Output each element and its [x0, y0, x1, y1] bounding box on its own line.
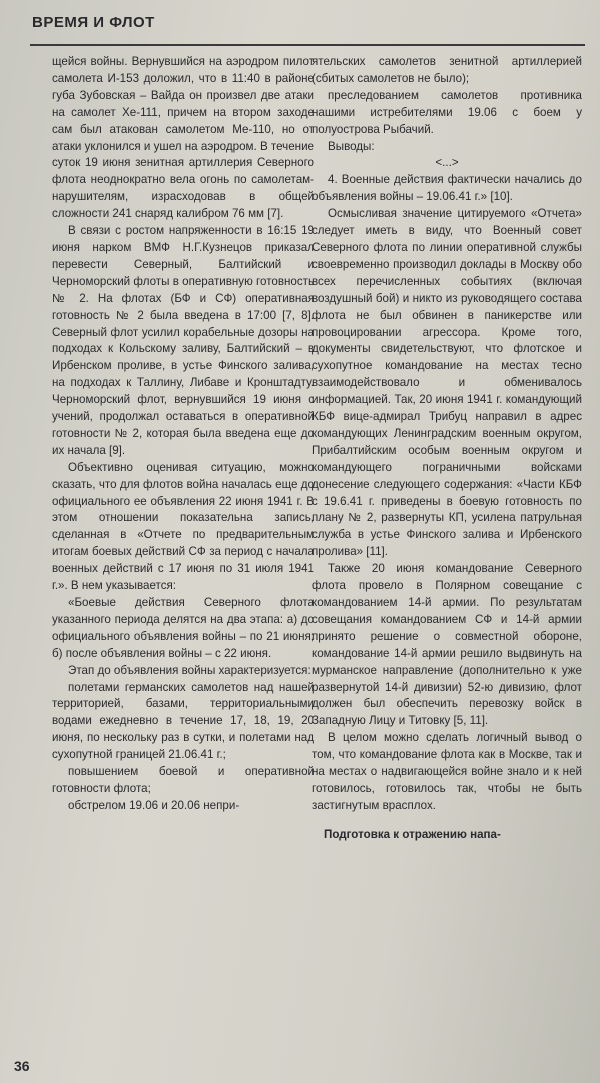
quote-paragraph: «Боевые действия Северного флота указанного периода делятся на два этапа: а) до официального объявления войны – по 21 июня; б) после объявления войны – с 22 июня.: [52, 596, 314, 660]
list-item: преследованием самолетов противника нашими истребителями 19.06 с боем у полуострова Рыбачий.: [312, 88, 582, 136]
page-number: 36: [14, 1058, 30, 1074]
paragraph: 4. Военные действия фактически начались до объявления войны – 19.06.41 г.» [10].: [312, 173, 582, 204]
right-column: [312, 54, 582, 844]
paragraph: В связи с ростом напряженности в 16:15 19 июня нарком ВМФ Н.Г.Кузнецов приказал перевести Северный, Балтийский и Черноморский флоты в оперативную готовность № 2. На флотах (БФ и СФ) оперативная готовность № 2 была введена в 17:00 [7, 8]. Северный флот усилил корабельные дозоры на подходах к Кольскому заливу, Балтийский – в Ирбенском проливе, в устье Финского залива, на подходах к Таллину, Либаве и Кронштадту. Черноморский флот, вернувшийся 19 июня с учений, продолжал оставаться в оперативной готовности № 2, которая была введена еще до их начала [9].: [52, 224, 314, 457]
left-column: [52, 54, 314, 815]
paragraph: Этап до объявления войны характеризуется:: [68, 663, 311, 677]
paragraph: Осмысливая значение цитируемого «Отчета» следует иметь в виду, что Военный совет Северного флота по линии оперативной службы своевременно производил доклады в Москву обо всех перечисленных событиях (включая воздушный бой) и никто из руководящего состава флота не был обвинен в паникерстве или провоцировании агрессора. Кроме того, документы свидетельствуют, что флотское и сухопутное командование на местах тесно взаимодействовало и обменивалось информацией. Так, 20 июня 1941 г. командующий КБФ вице-адмирал Трибуц направил в адрес командующих Ленинградским военным округом, Прибалтийским особым военным округом и командующего пограничными войсками донесение следующего содержания: «Части КБФ с 19.6.41 г. приведены в боевую готовность по плану № 2, развернуты КП, усилена патрульная служба в устье Финского залива и Ирбенского пролива» [11].: [312, 207, 582, 559]
list-item: обстрелом 19.06 и 20.06 непри-: [68, 798, 240, 812]
paragraph: щейся войны. Вернувшийся на аэродром пилот самолета И-153 доложил, что в 11:40 в районе губа Зубовская – Вайда он произвел две атаки на самолет Хе-111, причем на втором заходе сам был атакован самолетом Ме-110, но от атаки уклонился и ушел на аэродром. В течение суток 19 июня зенитная артиллерия Северного флота неоднократно вела огонь по самолетам-нарушителям, израсходовав в общей сложности 241 снаряд калибром 76 мм [7].: [52, 55, 314, 221]
paragraph: Также 20 июня командование Северного флота провело в Полярном совещание с командованием 14-й армии. По результатам совещания командованием СФ и 14-й армии принято решение о совместной обороне, командование 14-й армии решило выдвинуть на мурманское направление (дополнительно к уже развернутой 14-й дивизии) 52-ю дивизию, флот должен был обеспечить перевозку войск в Западную Лицу и Титовку [5, 11].: [312, 562, 582, 728]
paragraph: ятельских самолетов зенитной артиллерией (сбитых самолетов не было);: [312, 55, 582, 85]
paragraph: Объективно оценивая ситуацию, можно сказать, что для флотов война началась еще до официального ее объявления 22 июня 1941 г. В этом отношении показательна запись, сделанная в «Отчете по предварительным итогам боевых действий СФ за период с начала военных действий с 17 июня по 31 июля 1941 г.». В нем указывается:: [52, 460, 314, 593]
section-heading: Подготовка к отражению напа-: [324, 827, 501, 841]
ellipsis-marker: <...>: [435, 156, 459, 170]
running-header: [30, 8, 585, 46]
header-title: ВРЕМЯ И ФЛОТ: [32, 14, 155, 31]
list-item: повышением боевой и оперативной готовности флота;: [52, 765, 314, 795]
list-item: полетами германских самолетов над нашей территорией, базами, территориальными водами ежедневно в течение 17, 18, 19, 20 июня, по нескольку раз в сутки, и полетами над сухопутной границей 21.06.41 г.;: [52, 680, 314, 762]
paragraph: В целом можно сделать логичный вывод о том, что командование флота как в Москве, так и на местах о надвигающейся войне знало и к ней готовилось, готовилось так, чтобы не быть застигнутым врасплох.: [312, 731, 582, 812]
paragraph: Выводы:: [328, 139, 375, 153]
